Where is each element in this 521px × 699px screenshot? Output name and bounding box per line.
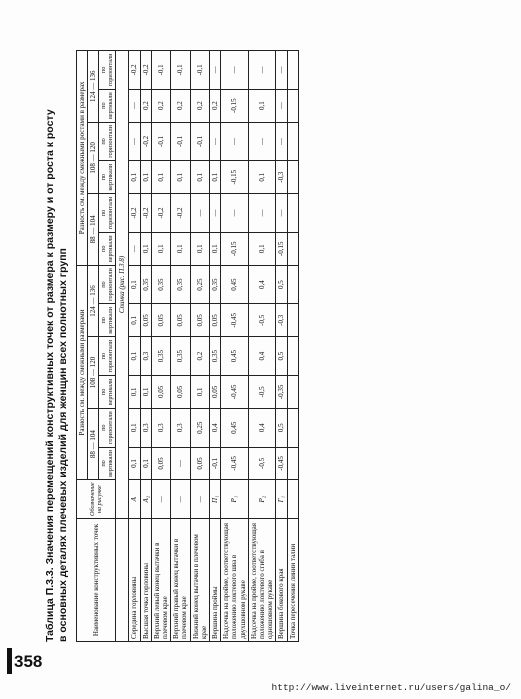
- cell: 0,1: [151, 161, 170, 194]
- cell: 0,25: [190, 265, 209, 304]
- table-row: [276, 51, 287, 642]
- cell: 0,1: [129, 304, 140, 337]
- cell: —: [276, 194, 287, 233]
- cell: 0,4: [248, 408, 276, 447]
- cell: 0,1: [140, 232, 151, 265]
- cell: 0,1: [140, 161, 151, 194]
- header-designation: Обозначение на рисунке: [77, 480, 116, 519]
- cell: -0,5: [248, 447, 276, 480]
- cell: 0,1: [140, 375, 151, 408]
- table-row: [287, 51, 298, 642]
- cell: -0,15: [276, 232, 287, 265]
- cell: 0,35: [140, 265, 151, 304]
- rotated-table-sheet: [44, 50, 502, 642]
- cell: —: [248, 51, 276, 90]
- cell: -0,45: [276, 447, 287, 480]
- cell: 0,2: [140, 89, 151, 122]
- row-name: Точка пересечения линии талии: [287, 519, 298, 642]
- cell: 0,1: [129, 447, 140, 480]
- cell: -0,15: [221, 161, 249, 194]
- cell: —: [248, 194, 276, 233]
- cell: 0,5: [276, 408, 287, 447]
- sub-horiz: по горизонтали: [99, 122, 116, 161]
- cell: -0,2: [140, 194, 151, 233]
- page-marker-bar: [7, 648, 12, 674]
- cell: -0,1: [171, 122, 190, 161]
- sub-horiz: по горизонтали: [99, 265, 116, 304]
- cell: 0,35: [210, 337, 221, 376]
- cell: -0,3: [276, 161, 287, 194]
- sub-horiz: по горизонтали: [99, 194, 116, 233]
- sub-vert: по вертикали: [99, 161, 116, 194]
- cell: -0,45: [221, 304, 249, 337]
- cell: 0,1: [129, 265, 140, 304]
- cell: 0,05: [151, 447, 170, 480]
- row-name: Верхний правый конец вытачки в плечевом крае: [171, 519, 190, 642]
- cell: 0,05: [210, 375, 221, 408]
- cell: -0,1: [171, 51, 190, 90]
- range-height-1: 88 — 104: [88, 194, 99, 266]
- cell: -0,15: [221, 232, 249, 265]
- cell: -0,1: [151, 122, 170, 161]
- table-row: [210, 51, 221, 642]
- cell: 0,1: [151, 232, 170, 265]
- cell: 0,1: [248, 161, 276, 194]
- cell: -0,2: [129, 51, 140, 90]
- cell: —: [129, 122, 140, 161]
- row-name: Вершина проймы: [210, 519, 221, 642]
- cell: 0,05: [190, 304, 209, 337]
- cell: 0,1: [171, 161, 190, 194]
- row-designation: Г₁: [276, 480, 287, 519]
- cell: 0,35: [171, 337, 190, 376]
- table-row: [190, 51, 209, 642]
- row-designation: Р₂: [248, 480, 276, 519]
- table-row: [171, 51, 190, 642]
- cell: 0,05: [151, 304, 170, 337]
- sub-horiz: по горизонтали: [99, 408, 116, 447]
- cell: [287, 304, 298, 337]
- cell: —: [248, 122, 276, 161]
- cell: —: [210, 194, 221, 233]
- row-designation: —: [151, 480, 170, 519]
- cell: [287, 89, 298, 122]
- cell: -0,1: [190, 122, 209, 161]
- cell: 0,5: [276, 337, 287, 376]
- cell: 0,05: [210, 304, 221, 337]
- cell: —: [221, 194, 249, 233]
- cell: 0,05: [190, 447, 209, 480]
- cell: —: [129, 89, 140, 122]
- cell: 0,1: [190, 232, 209, 265]
- cell: 0,2: [190, 89, 209, 122]
- row-name: Вершина бокового края: [276, 519, 287, 642]
- cell: [287, 194, 298, 233]
- range-size-3: 124 — 136: [88, 265, 99, 337]
- cell: -0,15: [221, 89, 249, 122]
- table-row: [221, 51, 249, 642]
- cell: 0,2: [151, 89, 170, 122]
- cell: 0,05: [171, 304, 190, 337]
- cell: 0,1: [190, 375, 209, 408]
- cell: 0,35: [151, 265, 170, 304]
- cell: 0,5: [276, 265, 287, 304]
- cell: 0,2: [210, 89, 221, 122]
- cell: 0,1: [210, 161, 221, 194]
- cell: 0,05: [171, 375, 190, 408]
- sub-horiz: по горизонтали: [99, 337, 116, 376]
- cell: -0,2: [171, 194, 190, 233]
- header-group-height: Разность см. между смежными ростами в размерах: [77, 51, 88, 266]
- table-caption: [44, 50, 70, 642]
- section-title: Спинка (рис. П.3.8): [116, 51, 129, 519]
- table-row: [140, 51, 151, 642]
- cell: -0,45: [221, 447, 249, 480]
- cell: 0,05: [140, 304, 151, 337]
- cell: —: [276, 122, 287, 161]
- cell: -0,1: [151, 51, 170, 90]
- cell: -0,45: [221, 375, 249, 408]
- cell: -0,35: [276, 375, 287, 408]
- cell: 0,1: [140, 447, 151, 480]
- sub-horiz: по горизонтали: [99, 51, 116, 90]
- cell: 0,1: [129, 375, 140, 408]
- row-name: Высшая точка горловины: [140, 519, 151, 642]
- cell: —: [190, 194, 209, 233]
- caption-line-1: Таблица П.3.3. Значения перемещений конструктивных точек от размера к размеру и от роста к росту: [44, 109, 56, 642]
- cell: 0,3: [171, 408, 190, 447]
- cell: [287, 265, 298, 304]
- sub-vert: по вертикали: [99, 89, 116, 122]
- cell: -0,5: [248, 304, 276, 337]
- cell: 0,4: [248, 265, 276, 304]
- header-name: Наименование конструктивных точек: [77, 519, 116, 642]
- caption-line-2: в основных деталях плечевых изделий для женщин всех полнотных групп: [57, 248, 69, 642]
- cell: [287, 408, 298, 447]
- cell: —: [129, 232, 140, 265]
- cell: -0,1: [210, 447, 221, 480]
- cell: 0,2: [171, 89, 190, 122]
- header-group-size: Разность см. между смежными размерами: [77, 265, 88, 480]
- cell: [287, 337, 298, 376]
- table-row: [129, 51, 140, 642]
- row-designation: Р₁: [221, 480, 249, 519]
- cell: -0,5: [248, 375, 276, 408]
- cell: 0,45: [221, 408, 249, 447]
- row-designation: —: [171, 480, 190, 519]
- row-name: Надсечка на пройме, соответствующая положению локтевого шва в двухшовном рукаве: [221, 519, 249, 642]
- cell: 0,1: [129, 161, 140, 194]
- cell: 0,45: [221, 337, 249, 376]
- cell: 0,1: [129, 408, 140, 447]
- cell: [287, 122, 298, 161]
- cell: -0,2: [129, 194, 140, 233]
- cell: 0,3: [151, 408, 170, 447]
- row-designation: —: [190, 480, 209, 519]
- cell: [287, 161, 298, 194]
- table-row: [151, 51, 170, 642]
- sub-vert: по вертикали: [99, 232, 116, 265]
- cell: 0,1: [171, 232, 190, 265]
- range-height-3: 124 — 136: [88, 51, 99, 123]
- row-designation: П₁: [210, 480, 221, 519]
- cell: —: [221, 122, 249, 161]
- cell: 0,1: [248, 89, 276, 122]
- sub-vert: по вертикали: [99, 304, 116, 337]
- cell: 0,35: [210, 265, 221, 304]
- cell: 0,3: [140, 408, 151, 447]
- cell: 0,05: [151, 375, 170, 408]
- cell: -0,2: [140, 51, 151, 90]
- watermark-url: http://www.liveinternet.ru/users/galina_o/: [271, 682, 511, 693]
- range-size-2: 108 — 120: [88, 337, 99, 409]
- range-size-1: 88 — 104: [88, 408, 99, 480]
- row-name: Надсечка на пройме, соответствующая положению локтевого сгиба в одношовном рукаве: [248, 519, 276, 642]
- row-name: Нижний конец вытачки в плечевом крае: [190, 519, 209, 642]
- row-designation: A: [129, 480, 140, 519]
- sub-vert: по вертикали: [99, 447, 116, 480]
- cell: 0,35: [151, 337, 170, 376]
- row-name: Середина горловины: [129, 519, 140, 642]
- row-designation: A₂: [140, 480, 151, 519]
- cell: -0,2: [140, 122, 151, 161]
- cell: 0,45: [221, 265, 249, 304]
- cell: -0,2: [151, 194, 170, 233]
- cell: 0,1: [248, 232, 276, 265]
- cell: 0,4: [210, 408, 221, 447]
- cell: —: [171, 447, 190, 480]
- cell: 0,1: [129, 337, 140, 376]
- data-table: [76, 50, 299, 642]
- cell: —: [276, 89, 287, 122]
- cell: —: [210, 122, 221, 161]
- cell: [287, 51, 298, 90]
- cell: —: [210, 51, 221, 90]
- cell: —: [221, 51, 249, 90]
- table-row: [248, 51, 276, 642]
- cell: -0,1: [190, 51, 209, 90]
- row-name: Верхний левый конец вытачки в плечевом крае: [151, 519, 170, 642]
- cell: 0,25: [190, 408, 209, 447]
- cell: -0,3: [276, 304, 287, 337]
- row-designation: [287, 480, 298, 519]
- cell: [287, 232, 298, 265]
- cell: 0,2: [190, 337, 209, 376]
- cell: 0,35: [171, 265, 190, 304]
- cell: 0,1: [210, 232, 221, 265]
- page-number: 358: [14, 652, 43, 671]
- cell: 0,3: [140, 337, 151, 376]
- cell: 0,1: [190, 161, 209, 194]
- cell: [287, 375, 298, 408]
- cell: 0,4: [248, 337, 276, 376]
- cell: —: [276, 51, 287, 90]
- cell: [287, 447, 298, 480]
- sub-vert: по вертикали: [99, 375, 116, 408]
- range-height-2: 108 — 120: [88, 122, 99, 194]
